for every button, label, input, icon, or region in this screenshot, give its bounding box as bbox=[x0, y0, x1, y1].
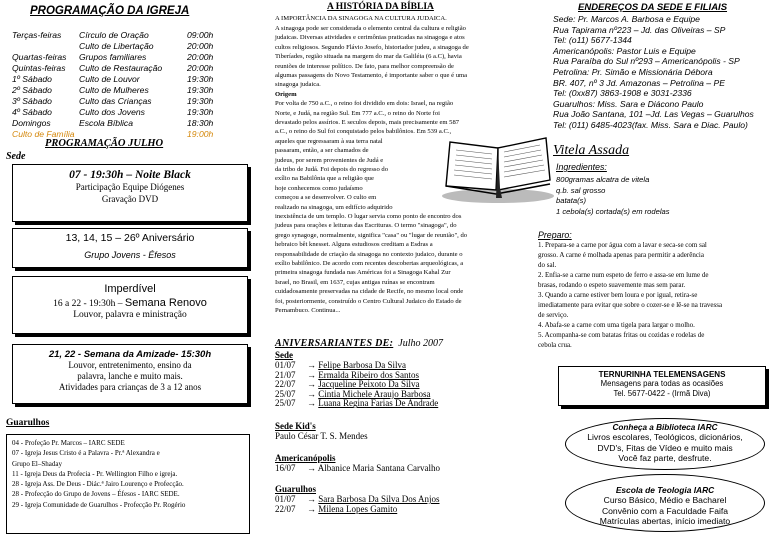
schedule-row bbox=[12, 52, 248, 63]
schedule-name: Culto de Libertação bbox=[79, 41, 154, 51]
historia-line: judeus, por serem provenientes de Judá e bbox=[275, 156, 384, 164]
event-line: Participação Equipe Diógenes bbox=[75, 182, 185, 192]
guarulhos-agenda-item: 29 - Igreja Comunidade de Guarulhos - Profecção Pr. Rogério bbox=[12, 500, 186, 509]
arrow-icon: → bbox=[307, 462, 318, 473]
schedule-time: 19:30h bbox=[187, 96, 214, 106]
event-semana-renovo bbox=[12, 276, 248, 334]
event-semana-amizade bbox=[12, 344, 248, 404]
endereco-line: Tel: (o11) 5677-1344 bbox=[553, 35, 632, 46]
biblioteca-ad bbox=[565, 418, 765, 470]
biblioteca-line: Você faz parte, desfrute. bbox=[618, 453, 712, 463]
schedule-day: 4º Sábado bbox=[12, 107, 52, 117]
schedule-row bbox=[12, 96, 248, 107]
schedule-time: 09:00h bbox=[187, 30, 214, 40]
preparo-line: 5. Acompanha-se com batatas fritas ou cozidas e rodelas de bbox=[538, 331, 705, 339]
schedule-time: 19:30h bbox=[187, 107, 214, 117]
event-headline: Imperdível bbox=[104, 283, 156, 295]
aniversariantes-month: Julho 2007 bbox=[398, 338, 443, 349]
historia-line: exílio babilônico. De acordo com recentes descobertas arqueológicas, a bbox=[275, 260, 464, 267]
birthday-name: Ermalda Ribeiro dos Santos bbox=[318, 369, 419, 380]
schedule-row bbox=[12, 63, 248, 74]
birthday-date: 01/07 bbox=[275, 360, 296, 370]
event-line: Gravação DVD bbox=[101, 194, 159, 204]
historia-line: algumas passagens do Novo Testamento, é importante saber o que é uma bbox=[275, 72, 468, 79]
historia-line: exílio na Babilônia que a religião que bbox=[275, 175, 374, 183]
preparo-line: 4. Abafa-se a carne com uma tigela para largar o molho. bbox=[538, 321, 695, 329]
historia-line: foi, posteriormente, construído o Centro Cultural Judaico do Estado de bbox=[275, 297, 462, 305]
guarulhos-label: Guarulhos bbox=[6, 418, 50, 428]
arrow-icon: → bbox=[307, 388, 319, 399]
arrow-icon: → bbox=[307, 503, 319, 514]
schedule-day: 1º Sábado bbox=[12, 74, 52, 84]
schedule-day: 2º Sábado bbox=[12, 85, 52, 95]
guarulhos-agenda-item: 28 - Igreja Ass. De Deus - Diác.ª Jairo Lourenço e Profecção. bbox=[12, 480, 184, 489]
aniv-americanopolis-label: Americanópolis bbox=[275, 452, 336, 463]
endereco-line: Tel: (0xx87) 3863-1908 e 3031-2336 bbox=[553, 88, 692, 99]
schedule-day: Domingos bbox=[12, 118, 51, 128]
birthday-date: 25/07 bbox=[275, 388, 296, 399]
endereco-line: Rua João Santana, 101 –Jd. Las Vegas – Guarulhos bbox=[553, 109, 754, 120]
ingredient-item: q.b. sal grosso bbox=[556, 185, 606, 195]
historia-line: Israel, no Brasil, em 1637, cujas antigas ruínas se encontram bbox=[275, 278, 435, 286]
escola-line: Curso Básico, Médio e Bacharel bbox=[603, 495, 727, 505]
historia-line: cuidadosamente preservadas na cidade de Recife, no mesmo local onde bbox=[275, 288, 464, 296]
historia-line: hoje conhecemos como judaísmo bbox=[275, 184, 363, 192]
arrow-icon: → bbox=[307, 494, 319, 505]
escola-line: Matrículas abertas, início imediato bbox=[599, 516, 731, 526]
escola-title: Escola de Teologia IARC bbox=[615, 485, 715, 495]
arrow-icon: → bbox=[307, 398, 319, 409]
historia-line: judaicas. Diversas atividades e cerimônias praticadas na sinagoga e atos bbox=[275, 34, 465, 42]
birthday-date: 22/07 bbox=[275, 503, 296, 514]
schedule-row bbox=[12, 107, 248, 118]
event-line bbox=[13, 297, 247, 309]
telemensagens-phone: Tel. 5677-0422 - (Irmã Diva) bbox=[613, 389, 711, 398]
ingredient-item: batata(s) bbox=[556, 196, 586, 205]
biblioteca-line: Livros escolares, Teológicos, dicionários, bbox=[587, 432, 743, 442]
schedule-name: Culto de Mulheres bbox=[79, 85, 149, 95]
event-name: Semana Renovo bbox=[124, 297, 207, 309]
schedule-row bbox=[12, 41, 248, 52]
schedule-name: Culto dos Jovens bbox=[79, 107, 145, 117]
schedule-day: Culto de Família bbox=[12, 129, 75, 139]
historia-line: responsabilidade de criação da sinagoga no contexto judaico, durante o bbox=[275, 250, 463, 258]
event-line: Atividades para crianças de 3 a 12 anos bbox=[58, 382, 202, 392]
preparo-label: Preparo: bbox=[538, 230, 572, 240]
historia-line: A sinagoga pode ser considerada o elemento central da cultura e religião bbox=[275, 25, 466, 32]
schedule-name: Grupos familiares bbox=[79, 52, 147, 62]
schedule-row bbox=[12, 85, 248, 96]
telemensagens-line: Mensagens para todas as ocasiões bbox=[600, 379, 724, 388]
biblioteca-line: DVD's, Fitas de Vídeo e muito mais bbox=[597, 442, 733, 453]
guarulhos-agenda-item: 28 - Profecção do Grupo de Jovens – Éfesos - IARC SEDE. bbox=[12, 490, 180, 499]
historia-line: realizado na sinagoga, um edifício adquirido bbox=[275, 203, 393, 211]
event-dates: 16 a 22 - 19:30h – bbox=[53, 299, 123, 309]
preparo-line: 3. Quando a carne estiver bem loura e por igual, retira-se bbox=[538, 291, 698, 299]
ingredient-item: 800gramas alcatra de vitela bbox=[556, 175, 650, 184]
aniv-guarulhos-label: Guarulhos bbox=[275, 484, 317, 495]
birthday-row bbox=[275, 505, 397, 515]
sede-label: Sede bbox=[6, 151, 26, 162]
guarulhos-agenda-item: 04 - Profeção Pr. Marcos – IARC SEDE bbox=[12, 439, 125, 447]
arrow-icon: → bbox=[307, 369, 319, 380]
historia-line: Norte, e Judá, na região Sul. Em 777 a.C., o reino do Norte foi bbox=[275, 109, 440, 117]
endereco-line: Rua Tapirama nº223 – Jd. das Oliveiras – SP bbox=[553, 24, 726, 35]
historia-line: reuniões de interesse político. De fato, para melhor compreensão de bbox=[275, 62, 454, 70]
schedule-row bbox=[12, 118, 248, 129]
birthday-date: 22/07 bbox=[275, 379, 296, 390]
schedule-row bbox=[12, 30, 248, 41]
preparo-line: cebola crua. bbox=[538, 341, 572, 349]
event-line: Louvor, entretenimento, ensino da bbox=[68, 360, 192, 370]
aniv-sede-label: Sede bbox=[275, 350, 293, 360]
schedule-name: Culto das Crianças bbox=[79, 96, 152, 106]
ingredient-item: 1 cebola(s) cortada(s) em rodelas bbox=[556, 206, 670, 216]
aniversariantes-heading: ANIVERSARIANTES DE: bbox=[275, 338, 394, 349]
endereco-line: BR. 407, nº 3 Jd. Amazonas – Petrolina – PE bbox=[553, 77, 725, 88]
event-headline: 07 - 19:30h – Noite Black bbox=[69, 169, 191, 181]
birthday-date: 01/07 bbox=[275, 494, 296, 505]
historia-line: hebraico bêt knesset. Alguns estudiosos creditam a Esdras a bbox=[275, 241, 433, 249]
schedule-time: 18:30h bbox=[187, 118, 214, 128]
endereco-line: Americanópolis: Pastor Luis e Equipe bbox=[553, 45, 696, 56]
biblioteca-title: Conheça a Biblioteca IARC bbox=[612, 423, 718, 432]
aniv-kids-label: Sede Kid's bbox=[275, 421, 316, 431]
schedule-name: Círculo de Oração bbox=[79, 30, 149, 40]
endereco-line: Rua Paraíba do Sul nº293 – Americanópolis - SP bbox=[553, 56, 740, 67]
preparo-line: de serviço. bbox=[538, 311, 569, 319]
schedule-time: 19:30h bbox=[187, 85, 214, 95]
birthday-name: Milena Lopes Gamito bbox=[318, 503, 398, 514]
guarulhos-agenda bbox=[6, 434, 250, 534]
schedule-time: 19:30h bbox=[187, 74, 214, 84]
historia-line: inexistência de um templo. O lugar servia como ponto de encontro dos bbox=[275, 213, 462, 220]
ingredients-label: Ingredientes: bbox=[556, 162, 607, 172]
endereco-line: Petrolina: Pr. Simão e Missionária Débora bbox=[553, 67, 713, 77]
event-headline: 21, 22 - Semana da Amizade- 15:30h bbox=[48, 349, 212, 360]
historia-line: Pernambuco. Continua... bbox=[275, 307, 341, 314]
schedule-time: 20:00h bbox=[187, 52, 214, 62]
historia-line: judeus para orações e leituras das Escrituras. O termo "sinagoga", do bbox=[275, 222, 457, 230]
schedule-name: Culto de Louvor bbox=[79, 74, 140, 84]
arrow-icon: → bbox=[307, 379, 319, 390]
birthday-name: Sara Barbosa Da Silva Dos Anjos bbox=[318, 494, 440, 505]
historia-line: passaram, então, a ser chamados de bbox=[275, 147, 369, 155]
historia-line: a.C., o reino do Sul foi conquistado pelos babilônios. Em 539 a.C., bbox=[275, 128, 452, 136]
historia-line: devastado pelos assírios. E seculos depois, mais precisamente em 587 bbox=[275, 119, 460, 126]
escola-line: Convênio com a Faculdade Faifa bbox=[601, 505, 729, 516]
historia-line: aqueles que regressaram à sua terra natal bbox=[275, 137, 383, 145]
endereco-line: Sede: Pr. Marcos A. Barbosa e Equipe bbox=[553, 14, 700, 24]
birthday-row bbox=[275, 399, 438, 409]
birthday-row bbox=[275, 432, 368, 442]
historia-line: grego synagoge, normalmente, significa "casa" ou "lugar de reunião", do bbox=[275, 231, 468, 239]
historia-line: primeira sinagoga fundada nas Américas foi a Sinagoga Kahal Zur bbox=[275, 269, 451, 277]
birthday-date: 16/07 bbox=[275, 462, 296, 473]
aniversariantes-title bbox=[275, 338, 443, 349]
programacao-title: PROGRAMAÇÃO DA IGREJA bbox=[30, 5, 190, 17]
recipe-title: Vitela Assada bbox=[553, 143, 630, 158]
guarulhos-agenda-item: 11 - Igreja Deus da Profecia - Pr. Wellington Filho e igreja. bbox=[12, 469, 178, 478]
preparo-line: grosso. A carne é molhada apenas para permitir a aderência bbox=[538, 251, 704, 259]
historia-title: A HISTÓRIA DA BÍBLIA bbox=[327, 2, 434, 12]
guarulhos-agenda-item: Grupo El–Shaday bbox=[12, 459, 62, 468]
schedule-time: 20:00h bbox=[187, 63, 214, 73]
guarulhos-agenda-item: 07 - Igreja Jesus Cristo é a Palavra - Pr.ª Alexandra e bbox=[12, 449, 160, 458]
historia-line: da tribo de Judá. Foi depois do regresso do bbox=[275, 166, 388, 173]
event-aniversario bbox=[12, 228, 248, 268]
preparo-line: imediatamente para evitar que sobre o cozer-se e lê-se na travessa bbox=[538, 301, 723, 309]
historia-line: Origem bbox=[275, 90, 297, 98]
birthday-name: Paulo César T. S. Mendes bbox=[275, 431, 368, 441]
endereco-line: Tel: (011) 6485-4023(fax. Miss. Sara e Diac. Paulo) bbox=[553, 120, 748, 130]
historia-line: Por volta de 750 a.C., o reino foi dividido em dois: Israel, na região bbox=[275, 100, 454, 108]
open-bible-illustration bbox=[438, 128, 558, 206]
event-headline: 13, 14, 15 – 26º Aniversário bbox=[65, 232, 195, 244]
schedule-name: Culto de Restauração bbox=[79, 63, 163, 73]
schedule-day: Terças-feiras bbox=[12, 30, 62, 40]
endereco-line: Guarulhos: Miss. Sara e Diácono Paulo bbox=[553, 98, 704, 109]
birthday-row bbox=[275, 464, 440, 474]
birthday-date: 21/07 bbox=[275, 369, 296, 380]
preparo-line: 2. Enfia-se a carne num espeto de ferro e assa-se em lume de bbox=[538, 271, 709, 279]
preparo-line: do sal. bbox=[538, 261, 557, 269]
schedule-day: Quartas-feiras bbox=[12, 52, 67, 62]
event-line: Grupo Jovens - Éfesos bbox=[84, 250, 176, 260]
birthday-name: Felipe Barbosa Da Silva bbox=[318, 360, 406, 370]
historia-line: sinagoga judaica. bbox=[275, 81, 321, 89]
historia-subtitle: A IMPORTÂNCIA DA SINAGOGA NA CULTURA JUDAICA. bbox=[275, 15, 447, 22]
historia-line: Tiberíades, região situada na margem do mar da Galiléia (6 a.C), havia bbox=[275, 53, 462, 61]
event-noite-black bbox=[12, 164, 248, 222]
birthday-name: Jacqueline Peixoto Da Silva bbox=[318, 379, 420, 390]
enderecos-title: ENDEREÇOS DA SEDE E FILIAIS bbox=[578, 2, 728, 13]
birthday-name: Albanice Maria Santana Carvalho bbox=[317, 462, 440, 473]
preparo-line: brasas, rodando o espeto suavemente mas sem parar. bbox=[538, 281, 686, 289]
preparo-line: 1. Prepara-se a carne por água com a lavar e seca-se com sal bbox=[538, 241, 707, 249]
birthday-date: 25/07 bbox=[275, 398, 296, 409]
schedule-row bbox=[12, 74, 248, 85]
schedule-time: 19:00h bbox=[187, 129, 214, 139]
telemensagens-title: TERNURINHA TELEMENSAGENS bbox=[598, 370, 726, 379]
historia-line: cultos religiosos. Segundo Flávio Josefo, historiador judeu, a sinagoga de bbox=[275, 43, 469, 51]
schedule-day: Quintas-feiras bbox=[12, 63, 66, 73]
julho-title: PROGRAMAÇÃO JULHO bbox=[45, 138, 164, 149]
telemensagens-ad bbox=[558, 366, 766, 406]
birthday-name: Luana Regina Farias De Andrade bbox=[318, 398, 439, 409]
historia-line: começou a se desenvolver. O culto em bbox=[275, 194, 377, 202]
event-line: palavra, lanche e muito mais. bbox=[77, 371, 183, 381]
schedule-day: 3º Sábado bbox=[12, 96, 52, 106]
event-line: Louvor, palavra e ministração bbox=[73, 310, 187, 320]
arrow-icon: → bbox=[307, 360, 319, 370]
schedule-time: 20:00h bbox=[187, 41, 214, 51]
escola-teologia-ad bbox=[565, 474, 765, 532]
birthday-name: Cintia Michele Araujo Barbosa bbox=[318, 388, 431, 399]
schedule-name: Escola Bíblica bbox=[79, 118, 133, 128]
